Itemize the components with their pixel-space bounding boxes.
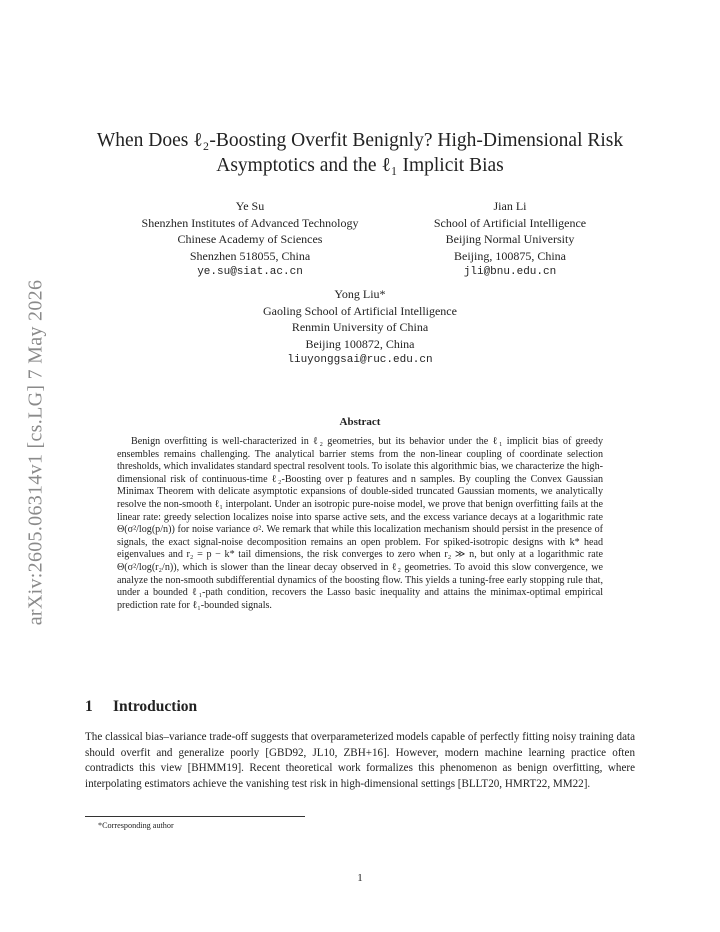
author-affiliation: Beijing 100872, China (305, 336, 415, 351)
author-affiliation: School of Artificial Intelligence (433, 215, 587, 230)
author-affiliation: Beijing, 100875, China (454, 248, 566, 263)
paper-title (60, 128, 660, 178)
author-affiliation: Shenzhen Institutes of Advanced Technology (141, 215, 359, 230)
author-affiliation: Shenzhen 518055, China (189, 248, 311, 263)
title-line-2: Asymptotics and the ℓ₁ Implicit Bias (216, 155, 504, 176)
section-number: 1 (85, 698, 93, 715)
author-affiliation: Chinese Academy of Sciences (177, 232, 323, 246)
footnote-rule (85, 816, 305, 817)
title-line-1: When Does ℓ₂-Boosting Overfit Benignly? High-Dimensional Risk (96, 130, 624, 151)
section-title: Introduction (113, 698, 198, 715)
author-email: ye.su@siat.ac.cn (197, 266, 303, 278)
intro-paragraph: The classical bias–variance trade-off suggests that overparameterized models capable of perfectly fitting noisy training data should overfit and generalize poorly [GBD92, JL10, ZBH+16]. However, modern machine learning practice often contradicts this view [BHMM19]. Recent theoretical work formalizes this phenomenon as benign overfitting, where interpolating estimators achieve the vanishing test risk in high-dimensional settings [BLLT20, HMRT22, MM22]. (85, 731, 635, 790)
author-affiliation: Renmin University of China (291, 320, 429, 334)
arxiv-id-text: arXiv:2605.06314v1 [cs.LG] 7 May 2026 (24, 279, 47, 625)
author-affiliation: Beijing Normal University (445, 232, 575, 246)
footnote: *Corresponding author (98, 821, 174, 830)
author-block-2 (410, 198, 610, 281)
abstract-text: Benign overfitting is well-characterized in ℓ₂ geometries, but its behavior under the ℓ₁ implicit bias of greedy ensembles remains challenging. The analytical barrier stems from the non-linear coupling of coordinate selection thresholds, which invalidates standard spectral resolvent tools. To isolate this algorithmic bias, we characterize the high-dimensional risk of continuous-time ℓ₂-Boosting over p features and n samples. By coupling the Convex Gaussian Minimax Theorem with delicate asymptotic expansions of double-sided truncated Gaussian moments, we analytically resolve the non-smooth ℓ₁ interpolant. Under an isotropic pure-noise model, we prove that benign overfitting fails at the linear rate: greedy selection localizes noise into sparse active sets, and the excess variance decays at a logarithmic rate Θ(σ²/log(p/n)) for noise variance σ². We remark that while this localization mechanism should persist in the presence of signals, the exact signal-noise decomposition remains an open problem. For spiked-isotropic designs with k* head eigenvalues and r₂ = p − k* tail dimensions, the risk converges to zero when r₂ ≫ n, but only at a logarithmic rate Θ(σ²/log(r₂/n)), which is slower than the linear decay observed in ℓ₂ geometries. To avoid this slow convergence, we analyze the non-smooth subdifferential dynamics of the boosting flow. This yields a tuning-free early stopping rule that, under a bounded ℓ₁-path condition, recovers the Lasso basic inequality and attains the minimax-optimal empirical prediction rate for ℓ₁-bounded signals. (117, 436, 603, 611)
author-affiliation: Gaoling School of Artificial Intelligence (263, 303, 457, 318)
author-block-3 (210, 286, 510, 369)
author-name: Ye Su (235, 199, 265, 213)
author-email: liuyonggsai@ruc.edu.cn (287, 354, 433, 366)
author-name: Jian Li (493, 199, 527, 213)
author-block-1 (110, 198, 390, 281)
author-email: jli@bnu.edu.cn (463, 266, 557, 278)
arxiv-identifier-stamp (21, 262, 51, 642)
author-name: Yong Liu* (334, 287, 386, 301)
section-heading (85, 698, 197, 716)
page-number: 1 (357, 872, 363, 884)
abstract-heading: Abstract (339, 416, 381, 428)
